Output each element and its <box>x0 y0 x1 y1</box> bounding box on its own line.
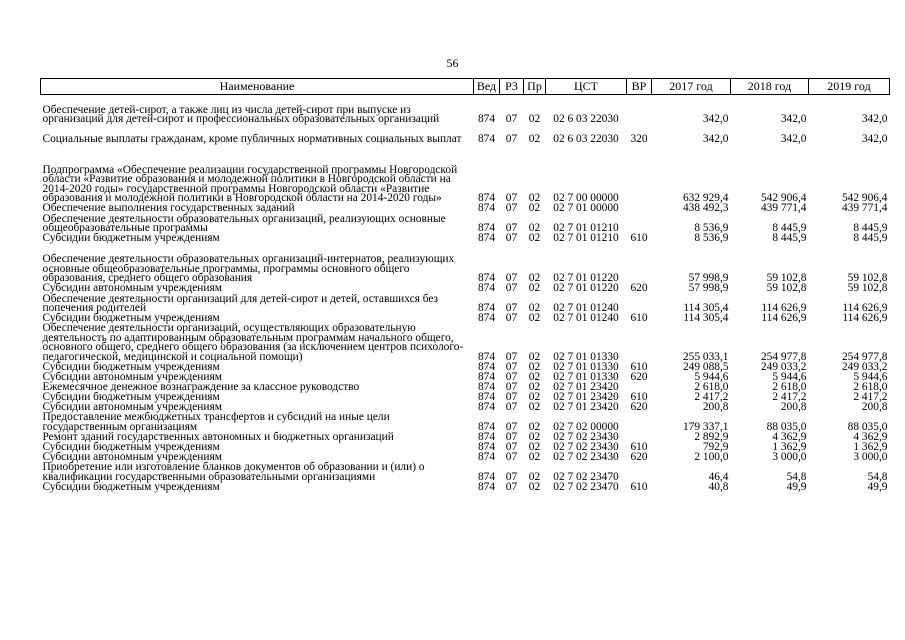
row-ved: 874 <box>477 350 496 363</box>
row-2018: 114 626,9 <box>761 302 807 315</box>
row-2019: 8 445,9 <box>853 222 888 235</box>
row-2018: 59 102,8 <box>766 272 807 285</box>
row-vr: 320 <box>630 133 648 146</box>
row-pr: 02 <box>528 390 541 403</box>
row-2017: 57 998,9 <box>688 272 729 285</box>
row-2018: 4 362,9 <box>772 430 807 443</box>
row-2019: 342,0 <box>861 133 888 146</box>
row-2017: 40,8 <box>708 480 729 493</box>
table-row <box>41 214 890 234</box>
row-2017: 46,4 <box>708 470 729 483</box>
row-name: Обеспечение детей-сирот, а также лиц из числа детей-сирот при выпуске из организаций для детей-сирот и профессиональных образовательных организаций <box>42 103 440 126</box>
row-2018: 8 445,9 <box>772 222 807 235</box>
row-2019: 59 102,8 <box>847 282 888 295</box>
row-rz: 07 <box>505 232 518 245</box>
row-cst: 02 7 02 23470 <box>553 470 619 483</box>
page-number: 56 <box>446 56 459 70</box>
row-name: Субсидии бюджетным учреждениям <box>42 480 220 493</box>
col-header-vr: ВР <box>627 79 652 95</box>
row-vr: 620 <box>630 450 648 463</box>
row-2017: 438 492,3 <box>682 202 729 215</box>
row-2017: 342,0 <box>702 133 729 146</box>
row-cst: 02 7 01 23420 <box>553 380 619 393</box>
row-cst: 02 7 01 01210 <box>553 232 619 245</box>
row-vr: 620 <box>630 370 648 383</box>
row-name: Обеспечение выполнения государственных заданий <box>42 202 295 215</box>
row-2018: 1 362,9 <box>772 440 807 453</box>
row-ved: 874 <box>477 282 496 295</box>
row-pr: 02 <box>528 192 541 205</box>
row-name: Субсидии бюджетным учреждениям <box>42 360 220 373</box>
row-rz: 07 <box>505 400 518 413</box>
row-2017: 179 337,1 <box>682 420 729 433</box>
table-row <box>41 234 890 244</box>
row-name: Субсидии бюджетным учреждениям <box>42 312 220 325</box>
row-vr: 610 <box>630 312 648 325</box>
row-rz: 07 <box>505 430 518 443</box>
row-ved: 874 <box>477 470 496 483</box>
row-2018: 88 035,0 <box>766 420 807 433</box>
row-2019: 5 944,6 <box>853 370 888 383</box>
row-rz: 07 <box>505 390 518 403</box>
table-row <box>41 294 890 314</box>
table-row <box>41 462 890 482</box>
row-2017: 2 618,0 <box>694 380 729 393</box>
row-2018: 49,9 <box>786 480 807 493</box>
row-2017: 632 929,4 <box>682 192 729 205</box>
row-vr: 620 <box>630 282 648 295</box>
row-pr: 02 <box>528 400 541 413</box>
row-rz: 07 <box>505 380 518 393</box>
row-cst: 02 7 01 01240 <box>553 312 619 325</box>
row-2018: 439 771,4 <box>760 202 807 215</box>
row-2019: 200,8 <box>861 400 888 413</box>
row-ved: 874 <box>477 370 496 383</box>
row-vr: 620 <box>630 400 648 413</box>
row-2017: 57 998,9 <box>688 282 729 295</box>
row-name: Субсидии бюджетным учреждениям <box>42 232 220 245</box>
row-ved: 874 <box>477 202 496 215</box>
row-rz: 07 <box>505 360 518 373</box>
row-pr: 02 <box>528 350 541 363</box>
row-vr: 610 <box>630 232 648 245</box>
row-2018: 200,8 <box>780 400 807 413</box>
table-row <box>41 482 890 492</box>
row-2019: 439 771,4 <box>841 202 888 215</box>
row-cst: 02 7 01 01330 <box>553 360 619 373</box>
col-header-2017: 2017 год <box>652 79 731 95</box>
row-name: Субсидии автономным учреждениям <box>42 370 222 383</box>
row-2019: 114 626,9 <box>842 312 888 325</box>
row-2018: 3 000,0 <box>772 450 807 463</box>
row-cst: 02 7 00 00000 <box>553 192 619 205</box>
table-row <box>41 125 890 145</box>
col-header-2019: 2019 год <box>809 79 890 95</box>
row-vr <box>627 324 652 362</box>
row-name: Субсидии автономным учреждениям <box>42 450 222 463</box>
row-2017: 5 944,6 <box>694 370 729 383</box>
row-2017: 114 305,4 <box>683 302 729 315</box>
row-name: Приобретение или изготовление бланков документов об образовании и (или) о квалификации государственными образовательными организациями <box>42 461 425 483</box>
row-ved: 874 <box>477 360 496 373</box>
row-cst: 02 7 01 23420 <box>553 400 619 413</box>
row-2018: 114 626,9 <box>761 312 807 325</box>
row-pr: 02 <box>528 312 541 325</box>
table-row <box>41 324 890 362</box>
row-cst: 02 6 03 22030 <box>553 113 619 126</box>
row-name: Социальные выплаты гражданам, кроме публичных нормативных социальных выплат <box>42 133 462 146</box>
row-ved: 874 <box>477 450 496 463</box>
row-name: Подпрограмма «Обеспечение реализации государственной программы Новгородской области «Развитие образования и молодежной политики в Новгородской области на 2014-2020 годы» государственной программы Новгородской области «Развитие образования и молодежной политики в Новгородской области на 2014-2020 годы» <box>42 163 458 205</box>
row-rz: 07 <box>505 192 518 205</box>
row-vr <box>627 244 652 284</box>
row-2019: 3 000,0 <box>853 450 888 463</box>
row-rz: 07 <box>505 312 518 325</box>
row-pr: 02 <box>528 380 541 393</box>
row-cst: 02 7 02 23430 <box>553 430 619 443</box>
row-2019: 4 362,9 <box>853 430 888 443</box>
row-ved: 874 <box>477 390 496 403</box>
row-name: Предоставление межбюджетных трансфертов и субсидий на иные цели государственным организациям <box>42 411 390 433</box>
row-2018: 342,0 <box>780 133 807 146</box>
row-2018: 54,8 <box>786 470 807 483</box>
row-pr: 02 <box>528 420 541 433</box>
row-pr: 02 <box>528 272 541 285</box>
table-row <box>41 244 890 284</box>
row-2019: 542 906,4 <box>841 192 888 205</box>
row-pr: 02 <box>528 370 541 383</box>
row-2019: 8 445,9 <box>853 232 888 245</box>
row-rz: 07 <box>505 350 518 363</box>
row-name: Ремонт зданий государственных автономных и бюджетных организаций <box>42 430 394 443</box>
row-cst: 02 7 01 01330 <box>553 370 619 383</box>
row-cst: 02 6 03 22030 <box>553 133 619 146</box>
row-rz: 07 <box>505 450 518 463</box>
row-pr: 02 <box>528 133 541 146</box>
row-2017: 2 417,2 <box>694 390 729 403</box>
row-vr <box>627 412 652 432</box>
row-pr: 02 <box>528 480 541 493</box>
row-vr: 610 <box>630 390 648 403</box>
row-vr: 610 <box>630 440 648 453</box>
row-2018: 2 417,2 <box>772 390 807 403</box>
row-2019: 59 102,8 <box>847 272 888 285</box>
row-name: Субсидии автономным учреждениям <box>42 282 222 295</box>
row-ved: 874 <box>477 420 496 433</box>
row-2017: 342,0 <box>702 113 729 126</box>
row-name: Субсидии автономным учреждениям <box>42 400 222 413</box>
row-2017: 2 892,9 <box>694 430 729 443</box>
row-2018: 254 977,8 <box>760 350 807 363</box>
row-2019: 342,0 <box>861 113 888 126</box>
row-2019: 249 033,2 <box>841 360 888 373</box>
row-2019: 1 362,9 <box>853 440 888 453</box>
row-pr: 02 <box>528 450 541 463</box>
row-vr <box>627 95 652 126</box>
row-name: Обеспечение деятельности организаций, осуществляющих образовательную деятельность по адаптированным образовательным программам начального общего, основного общего, среднего общего образования (за исключением центров психолого-педагогической, медицинской и социальной помощи) <box>42 322 464 363</box>
row-cst: 02 7 01 23420 <box>553 390 619 403</box>
row-ved: 874 <box>477 302 496 315</box>
row-2017: 8 536,9 <box>694 232 729 245</box>
row-2018: 5 944,6 <box>772 370 807 383</box>
row-cst: 02 7 01 01210 <box>553 222 619 235</box>
row-vr <box>627 204 652 214</box>
row-ved: 874 <box>477 272 496 285</box>
row-name: Субсидии бюджетным учреждениям <box>42 440 220 453</box>
row-vr: 610 <box>630 480 648 493</box>
row-pr: 02 <box>528 232 541 245</box>
row-2019: 254 977,8 <box>841 350 888 363</box>
table-row <box>41 412 890 432</box>
row-2017: 249 088,5 <box>682 360 729 373</box>
table-row <box>41 145 890 204</box>
row-2019: 88 035,0 <box>847 420 888 433</box>
table-row <box>41 95 890 126</box>
row-rz: 07 <box>505 470 518 483</box>
row-ved: 874 <box>477 113 496 126</box>
row-ved: 874 <box>477 440 496 453</box>
row-vr: 610 <box>630 360 648 373</box>
row-ved: 874 <box>477 400 496 413</box>
row-ved: 874 <box>477 222 496 235</box>
row-2019: 2 618,0 <box>853 380 888 393</box>
row-2017: 792,9 <box>702 440 729 453</box>
row-name: Обеспечение деятельности образовательных организаций-интернатов, реализующих основные общеобразовательные программы, программы основного общего образования, среднего общего образования <box>42 253 455 285</box>
row-cst: 02 7 01 01240 <box>553 302 619 315</box>
table-body <box>41 95 890 493</box>
row-2019: 2 417,2 <box>853 390 888 403</box>
col-header-cst: ЦСТ <box>546 79 627 95</box>
row-rz: 07 <box>505 222 518 235</box>
row-rz: 07 <box>505 272 518 285</box>
row-2018: 249 033,2 <box>760 360 807 373</box>
row-2017: 2 100,0 <box>694 450 729 463</box>
row-pr: 02 <box>528 202 541 215</box>
row-name: Обеспечение деятельности организаций для детей-сирот и детей, оставшихся без попечения родителей <box>42 292 439 315</box>
row-ved: 874 <box>477 133 496 146</box>
row-2017: 255 033,1 <box>682 350 729 363</box>
col-header-ved: Вед <box>474 79 500 95</box>
row-name: Обеспечение деятельности образовательных организаций, реализующих основные общеобразовательные программы <box>42 212 446 235</box>
row-rz: 07 <box>505 370 518 383</box>
row-2018: 8 445,9 <box>772 232 807 245</box>
row-pr: 02 <box>528 113 541 126</box>
row-pr: 02 <box>528 302 541 315</box>
row-2018: 342,0 <box>780 113 807 126</box>
row-cst: 02 7 02 23430 <box>553 450 619 463</box>
row-ved: 874 <box>477 232 496 245</box>
row-cst: 02 7 01 00000 <box>553 202 619 215</box>
row-ved: 874 <box>477 380 496 393</box>
row-2017: 8 536,9 <box>694 222 729 235</box>
row-2018: 59 102,8 <box>766 282 807 295</box>
row-pr: 02 <box>528 440 541 453</box>
row-cst: 02 7 01 01220 <box>553 282 619 295</box>
row-2019: 49,9 <box>867 480 888 493</box>
row-vr <box>627 214 652 234</box>
row-pr: 02 <box>528 222 541 235</box>
row-pr: 02 <box>528 470 541 483</box>
col-header-name: Наименование <box>41 79 474 95</box>
row-vr <box>627 145 652 204</box>
row-rz: 07 <box>505 133 518 146</box>
row-vr <box>627 462 652 482</box>
row-pr: 02 <box>528 430 541 443</box>
row-rz: 07 <box>505 302 518 315</box>
row-cst: 02 7 01 01220 <box>553 272 619 285</box>
row-rz: 07 <box>505 282 518 295</box>
row-ved: 874 <box>477 312 496 325</box>
row-pr: 02 <box>528 282 541 295</box>
row-cst: 02 7 02 00000 <box>553 420 619 433</box>
col-header-2018: 2018 год <box>731 79 809 95</box>
row-2017: 114 305,4 <box>683 312 729 325</box>
row-rz: 07 <box>505 480 518 493</box>
row-ved: 874 <box>477 480 496 493</box>
row-pr: 02 <box>528 360 541 373</box>
row-rz: 07 <box>505 113 518 126</box>
table-header <box>41 79 890 95</box>
row-2018: 2 618,0 <box>772 380 807 393</box>
row-2019: 54,8 <box>867 470 888 483</box>
row-cst: 02 7 02 23470 <box>553 480 619 493</box>
col-header-pr: Пр <box>524 79 546 95</box>
row-cst: 02 7 02 23430 <box>553 440 619 453</box>
col-header-rz: Р3 <box>500 79 524 95</box>
row-2018: 542 906,4 <box>760 192 807 205</box>
row-2017: 200,8 <box>702 400 729 413</box>
budget-table <box>40 78 890 492</box>
row-rz: 07 <box>505 202 518 215</box>
row-vr <box>627 294 652 314</box>
row-cst: 02 7 01 01330 <box>553 350 619 363</box>
row-name: Субсидии бюджетным учреждениям <box>42 390 220 403</box>
row-2019: 114 626,9 <box>842 302 888 315</box>
row-rz: 07 <box>505 420 518 433</box>
row-ved: 874 <box>477 430 496 443</box>
row-rz: 07 <box>505 440 518 453</box>
row-name: Ежемесячное денежное вознаграждение за классное руководство <box>42 380 360 393</box>
row-ved: 874 <box>477 192 496 205</box>
